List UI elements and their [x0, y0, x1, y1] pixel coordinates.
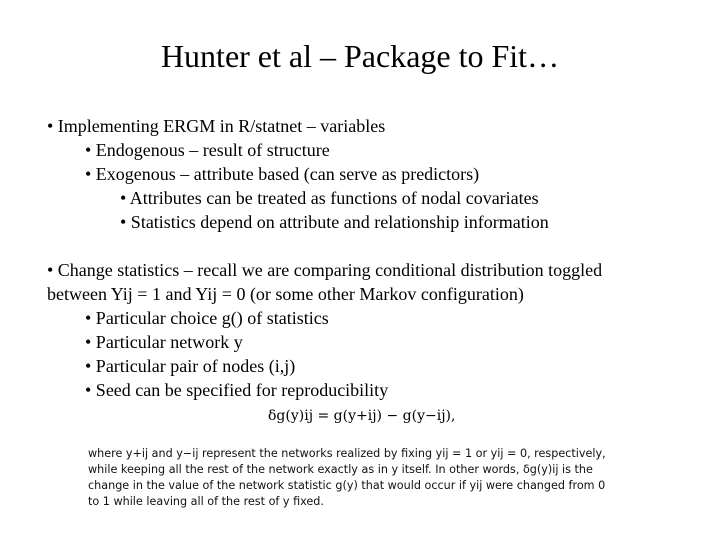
change-statistic-formula: δg(y)ij = g(y+ij) − g(y−ij),: [268, 408, 456, 424]
note-line: change in the value of the network statistic g(y) that would occur if yij were changed from 0: [88, 479, 606, 492]
bullet-line: • Exogenous – attribute based (can serve as predictors): [85, 164, 480, 184]
bullet-line: • Change statistics – recall we are comparing conditional distribution toggled: [47, 260, 603, 280]
note-line: to 1 while leaving all of the rest of y fixed.: [88, 495, 324, 508]
bullet-line: • Attributes can be treated as functions of nodal covariates: [120, 188, 539, 208]
bullet-line: • Particular network y: [85, 332, 243, 352]
bullet-line: between Yij = 1 and Yij = 0 (or some other Markov configuration): [47, 284, 524, 304]
formula-explanation: [88, 446, 608, 510]
bullet-line: • Seed can be specified for reproducibility: [85, 380, 389, 400]
bullet-line: • Particular choice g() of statistics: [85, 308, 329, 328]
bullet-line: • Implementing ERGM in R/statnet – variables: [47, 116, 386, 136]
note-line: where y+ij and y−ij represent the networks realized by fixing yij = 1 or yij = 0, respectively,: [88, 447, 606, 460]
note-line: while keeping all the rest of the network exactly as in y itself. In other words, δg(y)ij is the: [88, 463, 593, 476]
bullet-line: • Particular pair of nodes (i,j): [85, 356, 296, 376]
bullet-line: • Statistics depend on attribute and relationship information: [120, 212, 549, 232]
slide-title: Hunter et al – Package to Fit…: [160, 38, 560, 74]
bullet-line: • Endogenous – result of structure: [85, 140, 330, 160]
